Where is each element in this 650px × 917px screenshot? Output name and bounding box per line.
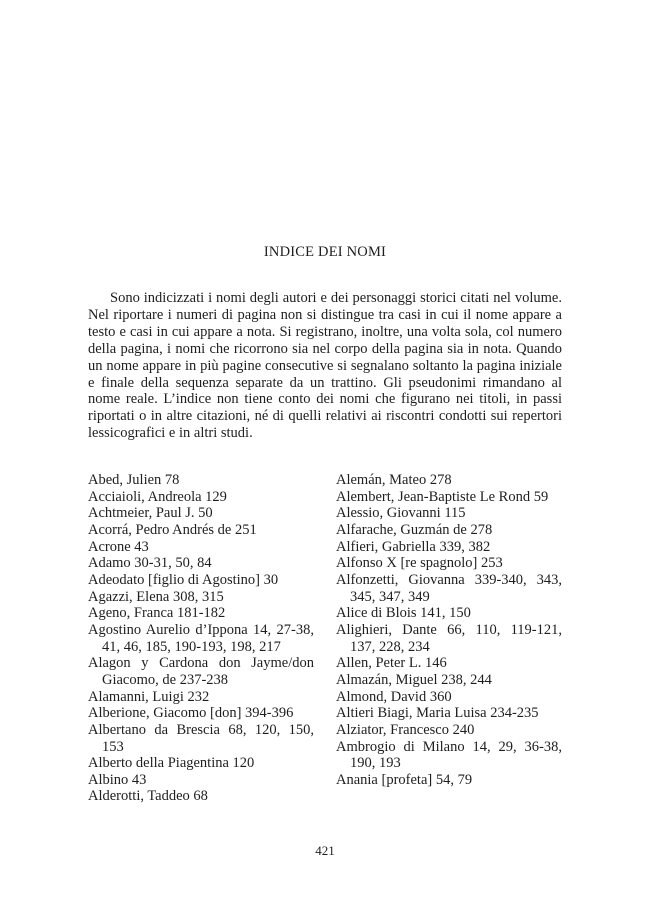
- index-entry: Albino 43: [88, 771, 147, 788]
- index-introduction: Sono indicizzati i nomi degli autori e dei personaggi storici citati nel volume. Nel riportare i numeri di pagina non si distingue tra casi in cui il nome appare a testo e casi in cui appare a nota. Si registrano, inoltre, una volta sola, col numero della pagina, i nomi che ricorrono sia nel corpo della pagina sia in nota. Quando un nome appare in più pagine consecutive si segnalano soltanto la pagina iniziale e finale della sequenza separate da un trattino. Gli pseudonimi rimandano al nome reale. L’indice non tiene conto dei nomi che figurano nei titoli, in passi riportati o in altre citazioni, né di quelli relativi ai riscontri condotti sui repertori lessicografici e in altri studi.: [88, 290, 562, 442]
- index-entry: Adamo 30-31, 50, 84: [88, 555, 212, 572]
- index-entry: Alighieri, Dante 66, 110, 119-121, 137, 228, 234: [336, 621, 562, 655]
- index-entry: Almond, David 360: [336, 688, 452, 705]
- index-entry: Acciaioli, Andreola 129: [88, 488, 227, 505]
- index-entry: Alembert, Jean-Baptiste Le Rond 59: [336, 488, 549, 505]
- index-entry: Alderotti, Taddeo 68: [88, 788, 208, 805]
- index-entry: Alagon y Cardona don Jayme/don Giacomo, de 237-238: [88, 655, 314, 688]
- index-entry: Abed, Julien 78: [88, 472, 180, 488]
- index-entry: Alice di Blois 141, 150: [336, 605, 471, 622]
- index-entry: Almazán, Miguel 238, 244: [336, 671, 492, 688]
- index-column-left: [88, 472, 314, 805]
- index-entry: Alfonzetti, Giovanna 339-340, 343, 345, 347, 349: [336, 571, 562, 605]
- index-entry: Alemán, Mateo 278: [336, 472, 452, 488]
- index-entry: Alziator, Francesco 240: [336, 721, 475, 738]
- index-entry: Acorrá, Pedro Andrés de 251: [88, 521, 257, 538]
- index-entry: Alfarache, Guzmán de 278: [336, 521, 493, 538]
- page-title: INDICE DEI NOMI: [263, 244, 387, 260]
- index-entry: Ambrogio di Milano 14, 29, 36-38, 190, 193: [336, 738, 562, 772]
- index-entry: Agazzi, Elena 308, 315: [88, 588, 224, 605]
- index-entry: Achtmeier, Paul J. 50: [88, 505, 213, 522]
- index-column-right: [336, 472, 562, 788]
- index-entry: Albertano da Brescia 68, 120, 150, 153: [88, 721, 314, 755]
- index-entry: Ageno, Franca 181-182: [88, 605, 226, 622]
- index-entry: Alberto della Piagentina 120: [88, 755, 255, 772]
- index-entry: Alamanni, Luigi 232: [88, 688, 210, 705]
- page-number: 421: [315, 843, 335, 858]
- index-entry: Agostino Aurelio d’Ippona 14, 27-38, 41, 46, 185, 190-193, 198, 217: [88, 621, 314, 655]
- index-entry: Adeodato [figlio di Agostino] 30: [88, 571, 279, 588]
- index-entry: Acrone 43: [88, 538, 149, 555]
- index-entry: Allen, Peter L. 146: [336, 655, 447, 672]
- index-entry: Alfonso X [re spagnolo] 253: [336, 555, 503, 572]
- index-entry: Alfieri, Gabriella 339, 382: [336, 538, 491, 555]
- index-entry: Anania [profeta] 54, 79: [336, 771, 473, 788]
- index-entry: Alessio, Giovanni 115: [336, 505, 466, 522]
- index-entry: Altieri Biagi, Maria Luisa 234-235: [336, 705, 539, 722]
- index-entry: Alberione, Giacomo [don] 394-396: [88, 705, 294, 722]
